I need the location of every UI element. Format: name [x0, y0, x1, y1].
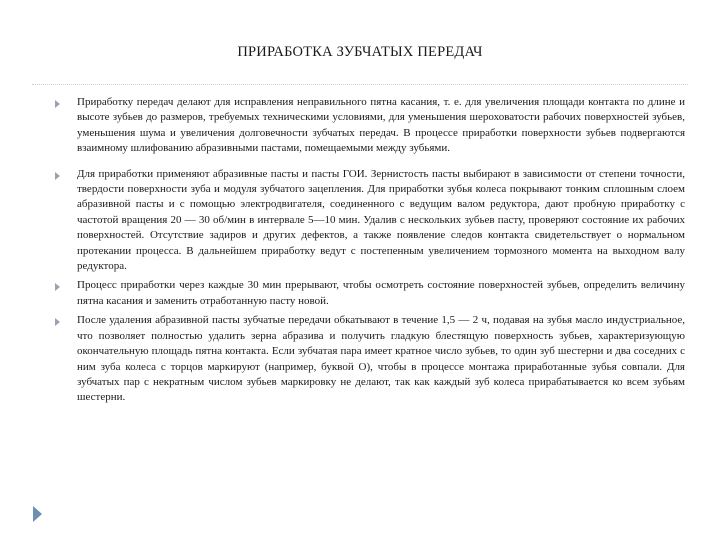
triangle-bullet-icon [55, 100, 60, 108]
slide-title: ПРИРАБОТКА ЗУБЧАТЫХ ПЕРЕДАЧ [237, 44, 483, 60]
bullet-list [55, 95, 685, 406]
triangle-bullet-icon [55, 318, 60, 326]
list-item [55, 95, 685, 157]
list-item-text: Приработку передач делают для исправления неправильного пятна касания, т. е. для увеличения площади контакта по длине и высоте зубьев до размеров, требуемых техническими условиями, для уменьшения шероховатости рабочих поверхностей зубьев, уменьшения шума и увеличения долговечности зубчатых передач. В процессе приработки поверхности зубьев подвергаются взаимному шлифованию абразивными пастами, помещаемыми между зубьями. [77, 96, 685, 155]
list-item-text: Процесс приработки через каждые 30 мин прерывают, чтобы осмотреть состояние поверхностей зубьев, определить величину пятна касания и заменить отработанную пасту новой. [77, 279, 685, 307]
list-item [55, 278, 685, 309]
triangle-bullet-icon [55, 283, 60, 291]
list-item [55, 167, 685, 275]
list-item-text: Для приработки применяют абразивные пасты и пасты ГОИ. Зернистость пасты выбирают в зависимости от степени точности, твердости поверхности зуба и модуля зубчатого зацепления. Для приработки зубья колеса покрывают тонким сплошным слоем абразивной пасты и с помощью электродвигателя, соединенного с ведущим валом редуктора, дают пробную приработку с частотой вращения 20 — 30 об/мин в интервале 5—10 мин. Удалив с нескольких зубьев пасту, проверяют состояние их рабочих поверхностей. Отсутствие задиров и других дефектов, а также появление следов контакта свидетельствует о нормальном протекании процесса. В дальнейшем приработку ведут с постепенным увеличением тормозного момента на выходном валу редуктора. [77, 167, 685, 273]
triangle-bullet-icon [55, 172, 60, 180]
title-divider [32, 84, 688, 85]
list-item [55, 313, 685, 405]
next-slide-arrow-icon[interactable] [33, 506, 42, 522]
list-item-text: После удаления абразивной пасты зубчатые передачи обкатывают в течение 1,5 — 2 ч, подавая на зубья масло индустриальное, что позволяет полностью удалить зерна абразива и получить гладкую блестящую поверхность зубьев, характеризующую окончательную площадь пятна контакта. Если зубчатая пара имеет кратное число зубьев, то один зуб шестерни и два соседних с ним зуба колеса с торцов маркируют (например, буквой О), чтобы в процессе монтажа приработанные зубья совпали. Для зубчатых пар с некратным числом зубьев маркировку не делают, так как каждый зуб колеса прирабатывается ко всем зубьям шестерни. [77, 314, 685, 404]
